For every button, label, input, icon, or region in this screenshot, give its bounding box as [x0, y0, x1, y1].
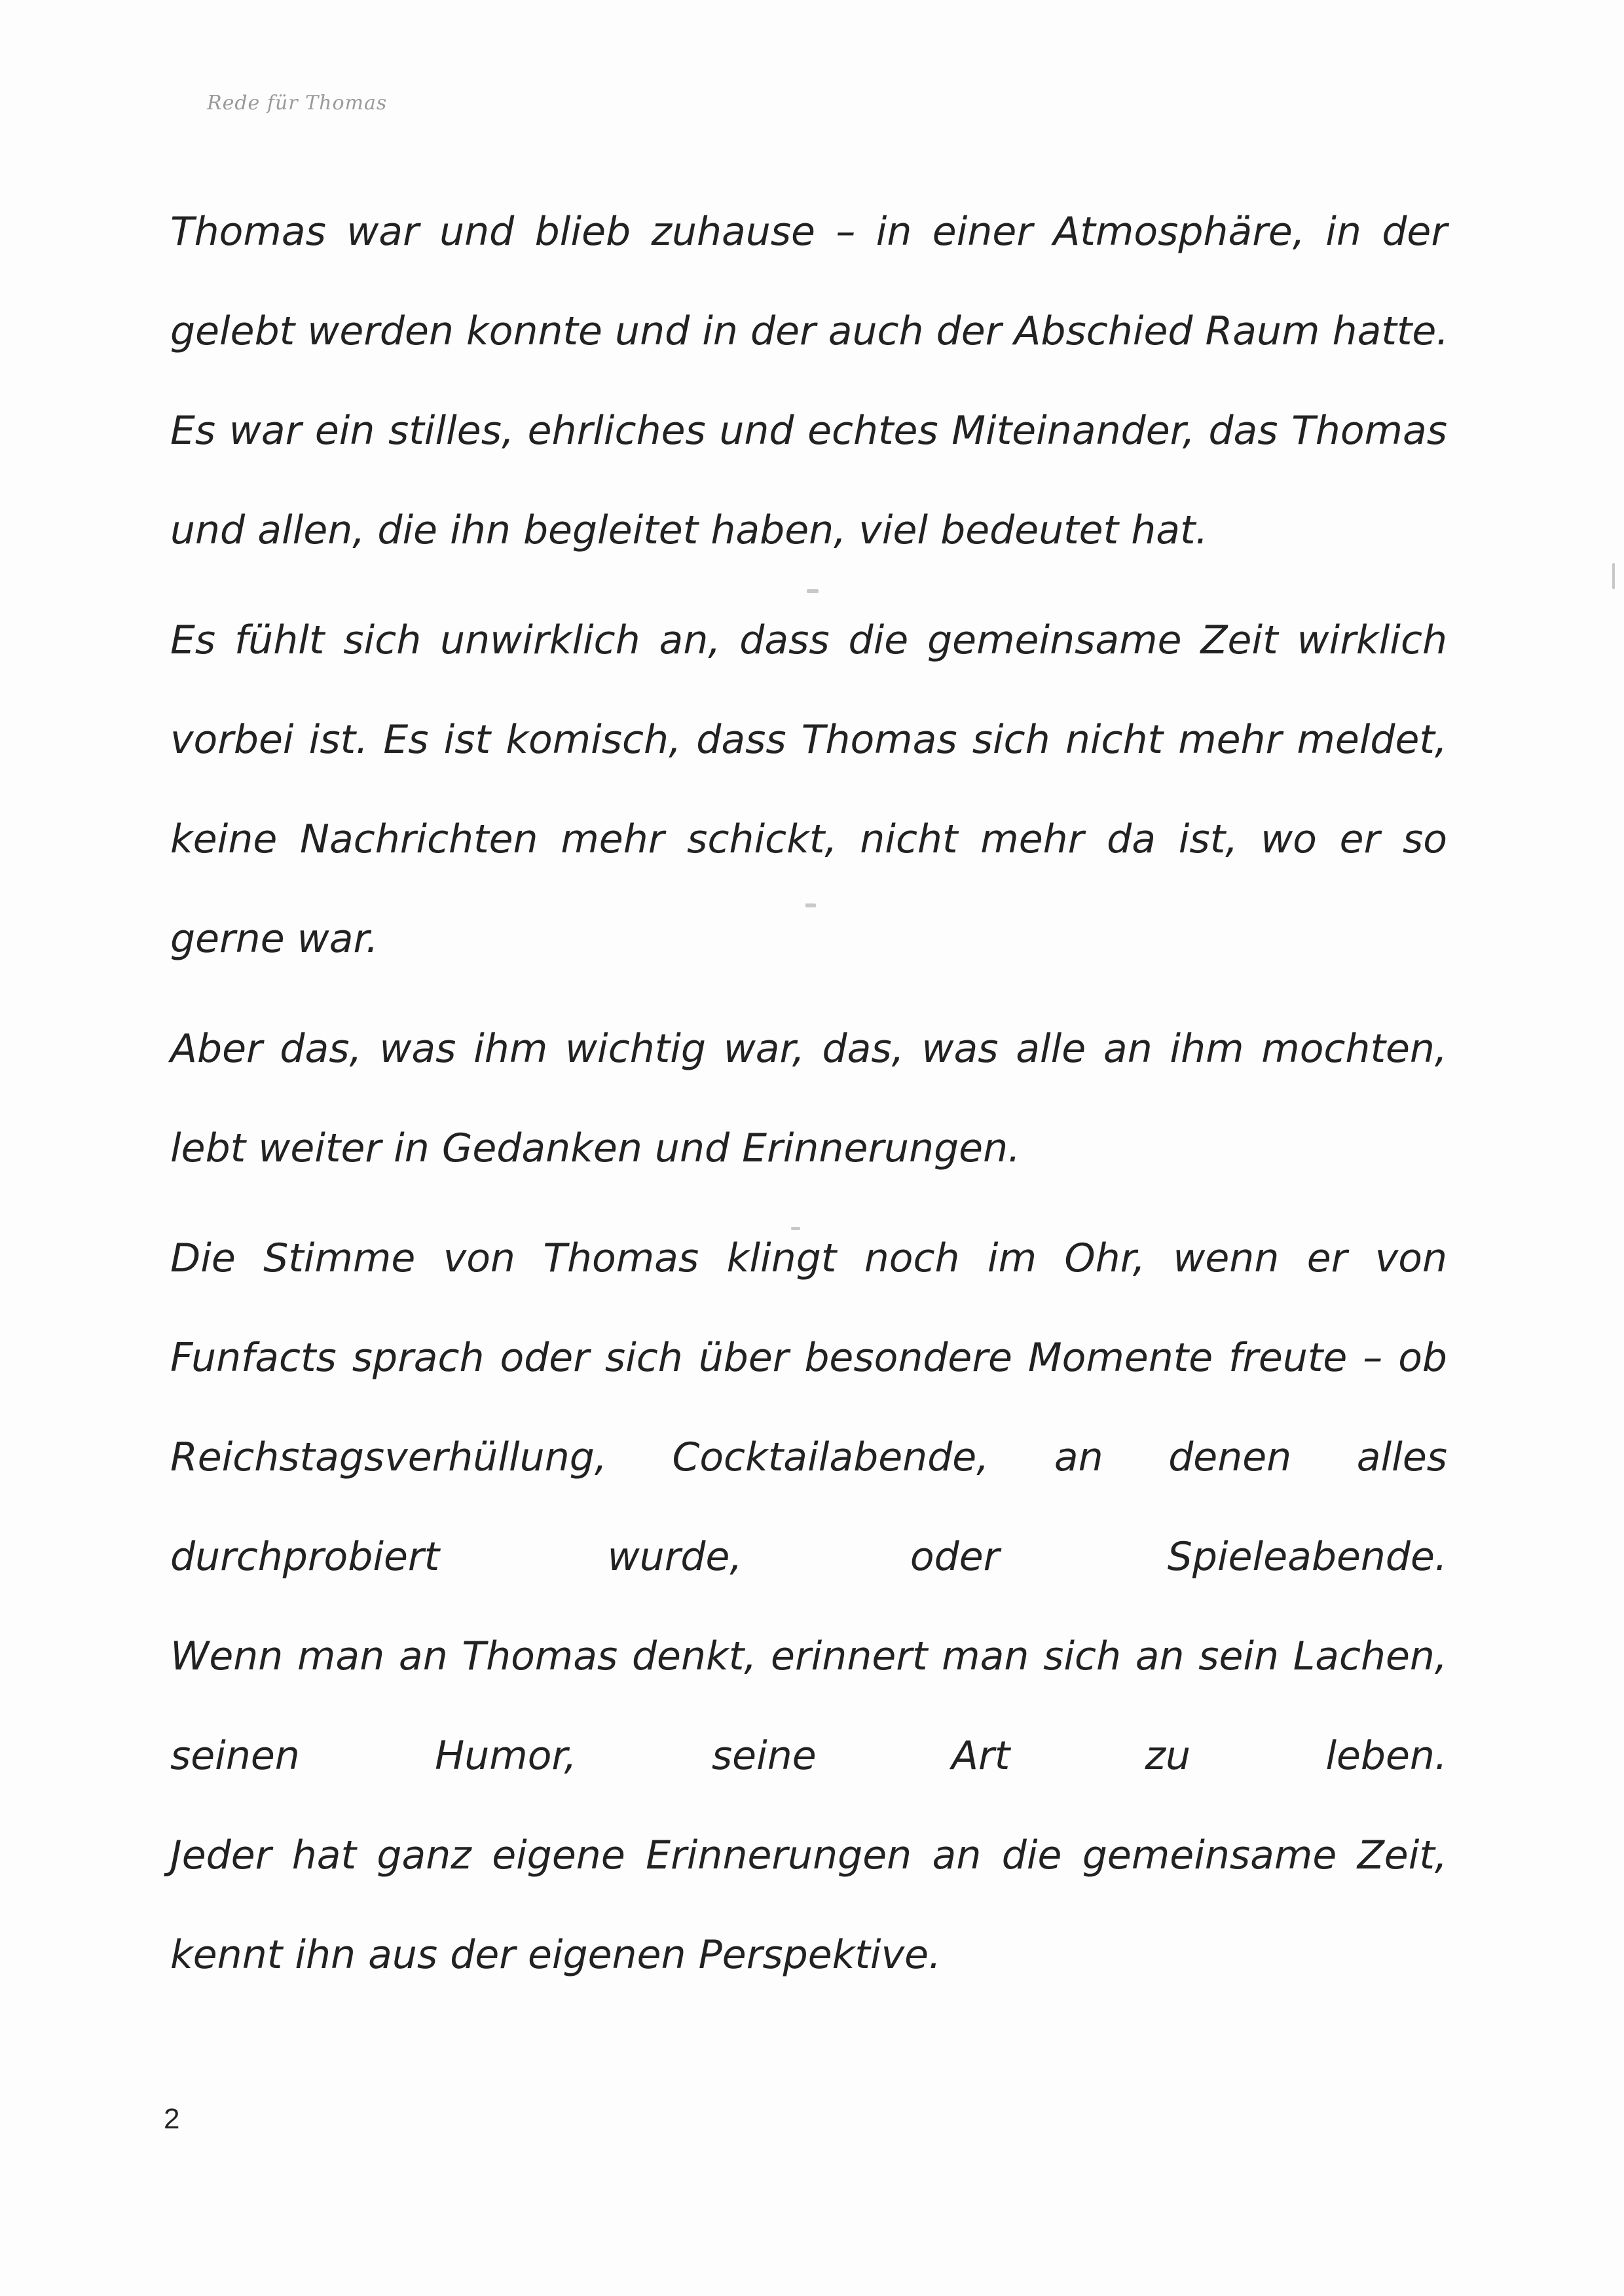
- speech-body: [170, 182, 1447, 2015]
- paragraph-2: [170, 591, 1447, 989]
- page-number: 2: [164, 2103, 180, 2135]
- text-line: lebt weiter in Gedanken und Erinnerungen.: [170, 1125, 1021, 1171]
- text-line: kennt ihn aus der eigenen Perspektive.: [170, 1932, 942, 1978]
- scan-speck: [1612, 563, 1615, 589]
- text-line: gelebt werden konnte und in der auch der Abschied Raum hatte.: [170, 308, 1449, 354]
- scan-speck: [805, 903, 816, 907]
- paragraph-3: [170, 999, 1447, 1198]
- scan-speck: [807, 589, 819, 593]
- paragraph-4: [170, 1209, 1447, 2005]
- scan-speck: [791, 1227, 800, 1230]
- text-line: durchprobiert wurde, oder Spieleabende.: [170, 1534, 1447, 1580]
- text-line: und allen, die ihn begleitet haben, viel bedeutet hat.: [170, 507, 1208, 553]
- text-line: vorbei ist. Es ist komisch, dass Thomas sich nicht mehr meldet,: [170, 717, 1447, 763]
- text-line: Es fühlt sich unwirklich an, dass die gemeinsame Zeit wirklich: [170, 617, 1447, 663]
- text-line: gerne war.: [170, 916, 378, 962]
- text-line: Jeder hat ganz eigene Erinnerungen an die gemeinsame Zeit,: [170, 1832, 1447, 1878]
- text-line: Es war ein stilles, ehrliches und echtes Miteinander, das Thomas: [170, 408, 1447, 454]
- text-line: Wenn man an Thomas denkt, erinnert man sich an sein Lachen,: [170, 1633, 1447, 1679]
- text-line: keine Nachrichten mehr schickt, nicht mehr da ist, wo er so: [170, 816, 1447, 862]
- text-line: Die Stimme von Thomas klingt noch im Ohr, wenn er von: [170, 1235, 1447, 1281]
- text-line: Funfacts sprach oder sich über besondere Momente freute – ob: [170, 1335, 1447, 1381]
- page-header: Rede für Thomas: [207, 92, 388, 115]
- paragraph-1: [170, 182, 1447, 580]
- text-line: Aber das, was ihm wichtig war, das, was alle an ihm mochten,: [170, 1026, 1447, 1072]
- text-line: seinen Humor, seine Art zu leben.: [170, 1733, 1447, 1779]
- text-line: Thomas war und blieb zuhause – in einer Atmosphäre, in der: [170, 209, 1447, 255]
- text-line: Reichstagsverhüllung, Cocktailabende, an denen alles: [170, 1434, 1447, 1480]
